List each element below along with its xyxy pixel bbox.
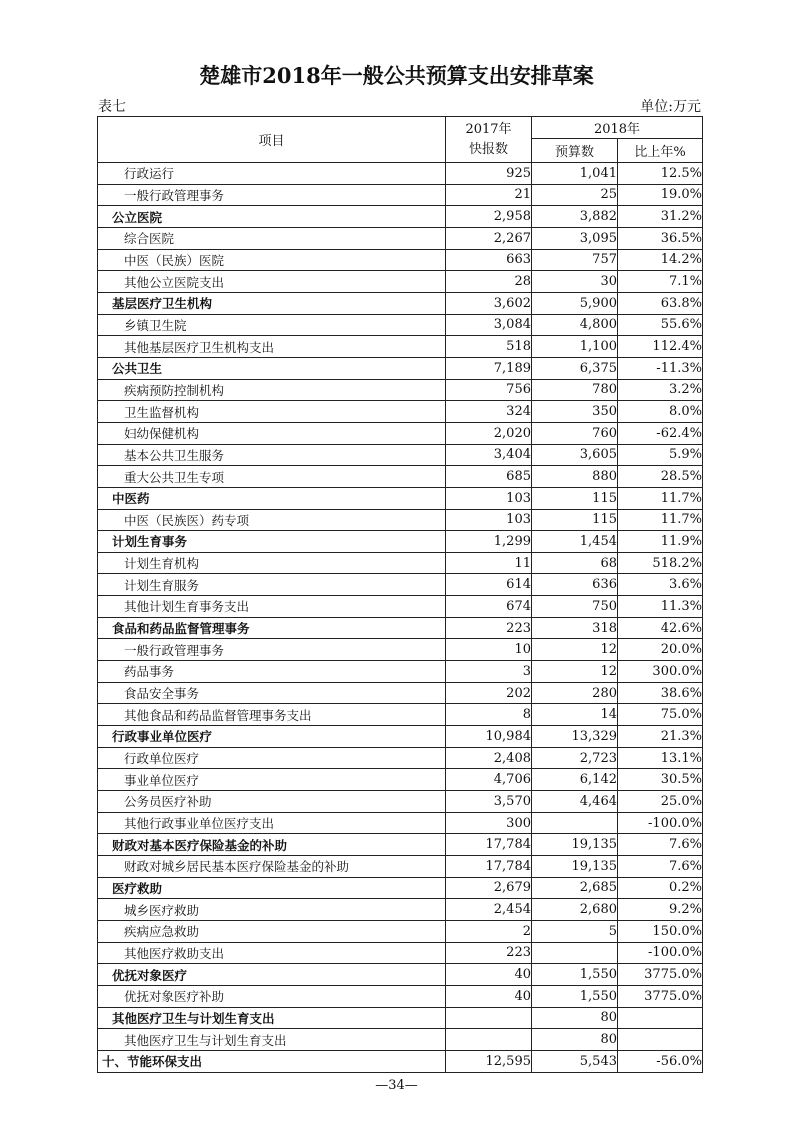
row-budget-value: 1,100 (532, 336, 618, 358)
row-item-name: 中医（民族）医院 (98, 249, 446, 271)
row-ratio-value: 11.9% (618, 531, 703, 553)
row-budget-value: 3,882 (532, 206, 618, 228)
row-budget-value: 6,142 (532, 769, 618, 791)
header-budget: 预算数 (532, 139, 618, 163)
row-item-name: 其他基层医疗卫生机构支出 (98, 336, 446, 358)
row-2017-value: 518 (446, 336, 532, 358)
table-row (98, 617, 703, 639)
row-budget-value: 115 (532, 487, 618, 509)
table-row (98, 726, 703, 748)
table-row (98, 401, 703, 423)
row-2017-value: 103 (446, 487, 532, 509)
row-2017-value: 2,408 (446, 747, 532, 769)
table-row (98, 682, 703, 704)
row-2017-value: 10,984 (446, 726, 532, 748)
row-item-name: 食品和药品监督管理事务 (98, 617, 446, 639)
row-2017-value: 8 (446, 704, 532, 726)
unit-label: 单位:万元 (640, 99, 701, 115)
row-ratio-value: 3.2% (618, 379, 703, 401)
row-2017-value: 614 (446, 574, 532, 596)
row-item-name: 综合医院 (98, 227, 446, 249)
row-ratio-value: 55.6% (618, 314, 703, 336)
row-item-name: 计划生育服务 (98, 574, 446, 596)
row-budget-value (532, 812, 618, 834)
row-item-name: 乡镇卫生院 (98, 314, 446, 336)
table-row (98, 574, 703, 596)
row-2017-value: 756 (446, 379, 532, 401)
row-item-name: 公共卫生 (98, 357, 446, 379)
row-item-name: 优抚对象医疗补助 (98, 985, 446, 1007)
row-item-name: 一般行政管理事务 (98, 639, 446, 661)
row-2017-value: 4,706 (446, 769, 532, 791)
budget-table (97, 116, 703, 1073)
row-2017-value: 40 (446, 964, 532, 986)
table-row (98, 444, 703, 466)
row-budget-value: 750 (532, 596, 618, 618)
row-2017-value: 2,454 (446, 899, 532, 921)
table-row (98, 877, 703, 899)
row-budget-value: 80 (532, 1007, 618, 1029)
row-ratio-value: -56.0% (618, 1050, 703, 1072)
row-ratio-value: 0.2% (618, 877, 703, 899)
row-2017-value: 2,267 (446, 227, 532, 249)
header-item: 项目 (98, 117, 446, 163)
row-budget-value (532, 942, 618, 964)
row-ratio-value: 42.6% (618, 617, 703, 639)
header-2018: 2018年 (532, 117, 703, 139)
row-ratio-value: 7.6% (618, 834, 703, 856)
row-budget-value: 5,543 (532, 1050, 618, 1072)
row-item-name: 其他公立医院支出 (98, 271, 446, 293)
table-row (98, 314, 703, 336)
row-budget-value: 2,680 (532, 899, 618, 921)
row-item-name: 妇幼保健机构 (98, 422, 446, 444)
row-ratio-value: 12.5% (618, 163, 703, 185)
table-row (98, 964, 703, 986)
row-item-name: 计划生育事务 (98, 531, 446, 553)
row-ratio-value: 75.0% (618, 704, 703, 726)
row-item-name: 财政对基本医疗保险基金的补助 (98, 834, 446, 856)
table-row (98, 509, 703, 531)
row-item-name: 基本公共卫生服务 (98, 444, 446, 466)
table-row (98, 379, 703, 401)
row-item-name: 医疗救助 (98, 877, 446, 899)
table-row (98, 206, 703, 228)
row-item-name: 行政单位医疗 (98, 747, 446, 769)
header-2017 (446, 117, 532, 163)
row-budget-value: 5 (532, 920, 618, 942)
row-budget-value: 12 (532, 639, 618, 661)
row-ratio-value: 11.3% (618, 596, 703, 618)
row-budget-value: 4,464 (532, 791, 618, 813)
row-budget-value: 5,900 (532, 292, 618, 314)
table-row (98, 1007, 703, 1029)
table-row (98, 856, 703, 878)
table-label: 表七 (98, 99, 126, 115)
row-item-name: 卫生监督机构 (98, 401, 446, 423)
row-ratio-value (618, 1029, 703, 1051)
table-row (98, 163, 703, 185)
row-item-name: 其他医疗救助支出 (98, 942, 446, 964)
row-budget-value: 25 (532, 184, 618, 206)
row-ratio-value: 11.7% (618, 487, 703, 509)
row-budget-value: 757 (532, 249, 618, 271)
row-ratio-value: 300.0% (618, 661, 703, 683)
row-budget-value: 636 (532, 574, 618, 596)
row-ratio-value: 30.5% (618, 769, 703, 791)
row-2017-value: 3 (446, 661, 532, 683)
table-row (98, 357, 703, 379)
row-item-name: 基层医疗卫生机构 (98, 292, 446, 314)
table-row (98, 920, 703, 942)
row-item-name: 中医（民族医）药专项 (98, 509, 446, 531)
row-item-name: 疾病预防控制机构 (98, 379, 446, 401)
row-budget-value: 318 (532, 617, 618, 639)
table-row (98, 985, 703, 1007)
row-item-name: 优抚对象医疗 (98, 964, 446, 986)
row-budget-value: 350 (532, 401, 618, 423)
row-ratio-value: 518.2% (618, 552, 703, 574)
row-2017-value: 663 (446, 249, 532, 271)
row-budget-value: 3,095 (532, 227, 618, 249)
row-budget-value: 1,454 (532, 531, 618, 553)
row-budget-value: 19,135 (532, 856, 618, 878)
table-row (98, 271, 703, 293)
row-budget-value: 2,685 (532, 877, 618, 899)
row-2017-value: 223 (446, 942, 532, 964)
row-2017-value (446, 1029, 532, 1051)
header-2017-year: 2017年 (465, 121, 512, 137)
table-row (98, 899, 703, 921)
row-ratio-value: -62.4% (618, 422, 703, 444)
row-2017-value: 11 (446, 552, 532, 574)
row-budget-value: 760 (532, 422, 618, 444)
table-row (98, 769, 703, 791)
table-row (98, 184, 703, 206)
table-row (98, 834, 703, 856)
row-ratio-value: 3775.0% (618, 985, 703, 1007)
row-item-name: 公立医院 (98, 206, 446, 228)
row-budget-value: 1,550 (532, 985, 618, 1007)
row-2017-value: 2,679 (446, 877, 532, 899)
table-row (98, 661, 703, 683)
row-item-name: 事业单位医疗 (98, 769, 446, 791)
row-2017-value: 17,784 (446, 856, 532, 878)
row-item-name: 药品事务 (98, 661, 446, 683)
table-row (98, 596, 703, 618)
row-budget-value: 3,605 (532, 444, 618, 466)
row-item-name: 其他医疗卫生与计划生育支出 (98, 1007, 446, 1029)
row-ratio-value: 11.7% (618, 509, 703, 531)
row-ratio-value: -11.3% (618, 357, 703, 379)
row-budget-value: 19,135 (532, 834, 618, 856)
row-2017-value: 925 (446, 163, 532, 185)
row-ratio-value: 7.6% (618, 856, 703, 878)
row-item-name: 其他行政事业单位医疗支出 (98, 812, 446, 834)
row-ratio-value: 13.1% (618, 747, 703, 769)
row-ratio-value (618, 1007, 703, 1029)
table-row (98, 704, 703, 726)
row-budget-value: 115 (532, 509, 618, 531)
row-2017-value: 3,570 (446, 791, 532, 813)
row-budget-value: 780 (532, 379, 618, 401)
row-ratio-value: 20.0% (618, 639, 703, 661)
row-ratio-value: 38.6% (618, 682, 703, 704)
row-ratio-value: 3775.0% (618, 964, 703, 986)
header-2017-kind: 快报数 (468, 141, 508, 157)
row-2017-value: 1,299 (446, 531, 532, 553)
table-row (98, 531, 703, 553)
table-row (98, 942, 703, 964)
row-item-name: 一般行政管理事务 (98, 184, 446, 206)
row-ratio-value: 150.0% (618, 920, 703, 942)
row-item-name: 计划生育机构 (98, 552, 446, 574)
table-row (98, 812, 703, 834)
row-ratio-value: 5.9% (618, 444, 703, 466)
row-budget-value: 6,375 (532, 357, 618, 379)
row-ratio-value: 14.2% (618, 249, 703, 271)
table-row (98, 422, 703, 444)
table-row (98, 791, 703, 813)
row-item-name: 重大公共卫生专项 (98, 466, 446, 488)
row-2017-value: 17,784 (446, 834, 532, 856)
header-ratio: 比上年% (618, 139, 703, 163)
row-2017-value: 324 (446, 401, 532, 423)
table-row (98, 227, 703, 249)
table-row (98, 249, 703, 271)
row-ratio-value: -100.0% (618, 942, 703, 964)
row-item-name: 食品安全事务 (98, 682, 446, 704)
row-ratio-value: 31.2% (618, 206, 703, 228)
row-item-name: 疾病应急救助 (98, 920, 446, 942)
table-row (98, 292, 703, 314)
row-2017-value: 40 (446, 985, 532, 1007)
table-body (98, 163, 703, 1073)
row-2017-value: 28 (446, 271, 532, 293)
row-ratio-value: 19.0% (618, 184, 703, 206)
table-row (98, 552, 703, 574)
row-ratio-value: 8.0% (618, 401, 703, 423)
row-2017-value: 10 (446, 639, 532, 661)
row-2017-value (446, 1007, 532, 1029)
row-ratio-value: 36.5% (618, 227, 703, 249)
row-2017-value: 2 (446, 920, 532, 942)
row-item-name: 行政事业单位医疗 (98, 726, 446, 748)
row-budget-value: 68 (532, 552, 618, 574)
row-2017-value: 202 (446, 682, 532, 704)
row-2017-value: 12,595 (446, 1050, 532, 1072)
row-ratio-value: 21.3% (618, 726, 703, 748)
row-2017-value: 3,084 (446, 314, 532, 336)
row-item-name: 十、节能环保支出 (98, 1050, 446, 1072)
row-ratio-value: 28.5% (618, 466, 703, 488)
row-2017-value: 103 (446, 509, 532, 531)
row-ratio-value: 112.4% (618, 336, 703, 358)
table-row (98, 466, 703, 488)
page-title: 楚雄市2018年一般公共预算支出安排草案 (199, 63, 594, 88)
row-item-name: 其他计划生育事务支出 (98, 596, 446, 618)
row-2017-value: 223 (446, 617, 532, 639)
row-item-name: 其他食品和药品监督管理事务支出 (98, 704, 446, 726)
table-row (98, 336, 703, 358)
row-2017-value: 2,958 (446, 206, 532, 228)
row-budget-value: 2,723 (532, 747, 618, 769)
row-ratio-value: 3.6% (618, 574, 703, 596)
table-row (98, 747, 703, 769)
table-row (98, 1029, 703, 1051)
row-ratio-value: 63.8% (618, 292, 703, 314)
row-item-name: 城乡医疗救助 (98, 899, 446, 921)
row-item-name: 中医药 (98, 487, 446, 509)
row-2017-value: 3,602 (446, 292, 532, 314)
row-item-name: 财政对城乡居民基本医疗保险基金的补助 (98, 856, 446, 878)
row-budget-value: 80 (532, 1029, 618, 1051)
row-2017-value: 685 (446, 466, 532, 488)
row-2017-value: 7,189 (446, 357, 532, 379)
row-budget-value: 13,329 (532, 726, 618, 748)
table-header (98, 117, 703, 163)
row-budget-value: 880 (532, 466, 618, 488)
row-2017-value: 674 (446, 596, 532, 618)
table-row (98, 1050, 703, 1072)
row-budget-value: 1,041 (532, 163, 618, 185)
row-2017-value: 3,404 (446, 444, 532, 466)
row-ratio-value: 25.0% (618, 791, 703, 813)
row-2017-value: 2,020 (446, 422, 532, 444)
row-item-name: 公务员医疗补助 (98, 791, 446, 813)
row-item-name: 其他医疗卫生与计划生育支出 (98, 1029, 446, 1051)
row-budget-value: 30 (532, 271, 618, 293)
row-2017-value: 300 (446, 812, 532, 834)
row-budget-value: 14 (532, 704, 618, 726)
row-budget-value: 280 (532, 682, 618, 704)
table-row (98, 487, 703, 509)
row-ratio-value: 7.1% (618, 271, 703, 293)
row-ratio-value: 9.2% (618, 899, 703, 921)
page-number: —34— (375, 1078, 418, 1093)
row-2017-value: 21 (446, 184, 532, 206)
row-ratio-value: -100.0% (618, 812, 703, 834)
row-budget-value: 12 (532, 661, 618, 683)
row-budget-value: 4,800 (532, 314, 618, 336)
row-item-name: 行政运行 (98, 163, 446, 185)
table-row (98, 639, 703, 661)
row-budget-value: 1,550 (532, 964, 618, 986)
